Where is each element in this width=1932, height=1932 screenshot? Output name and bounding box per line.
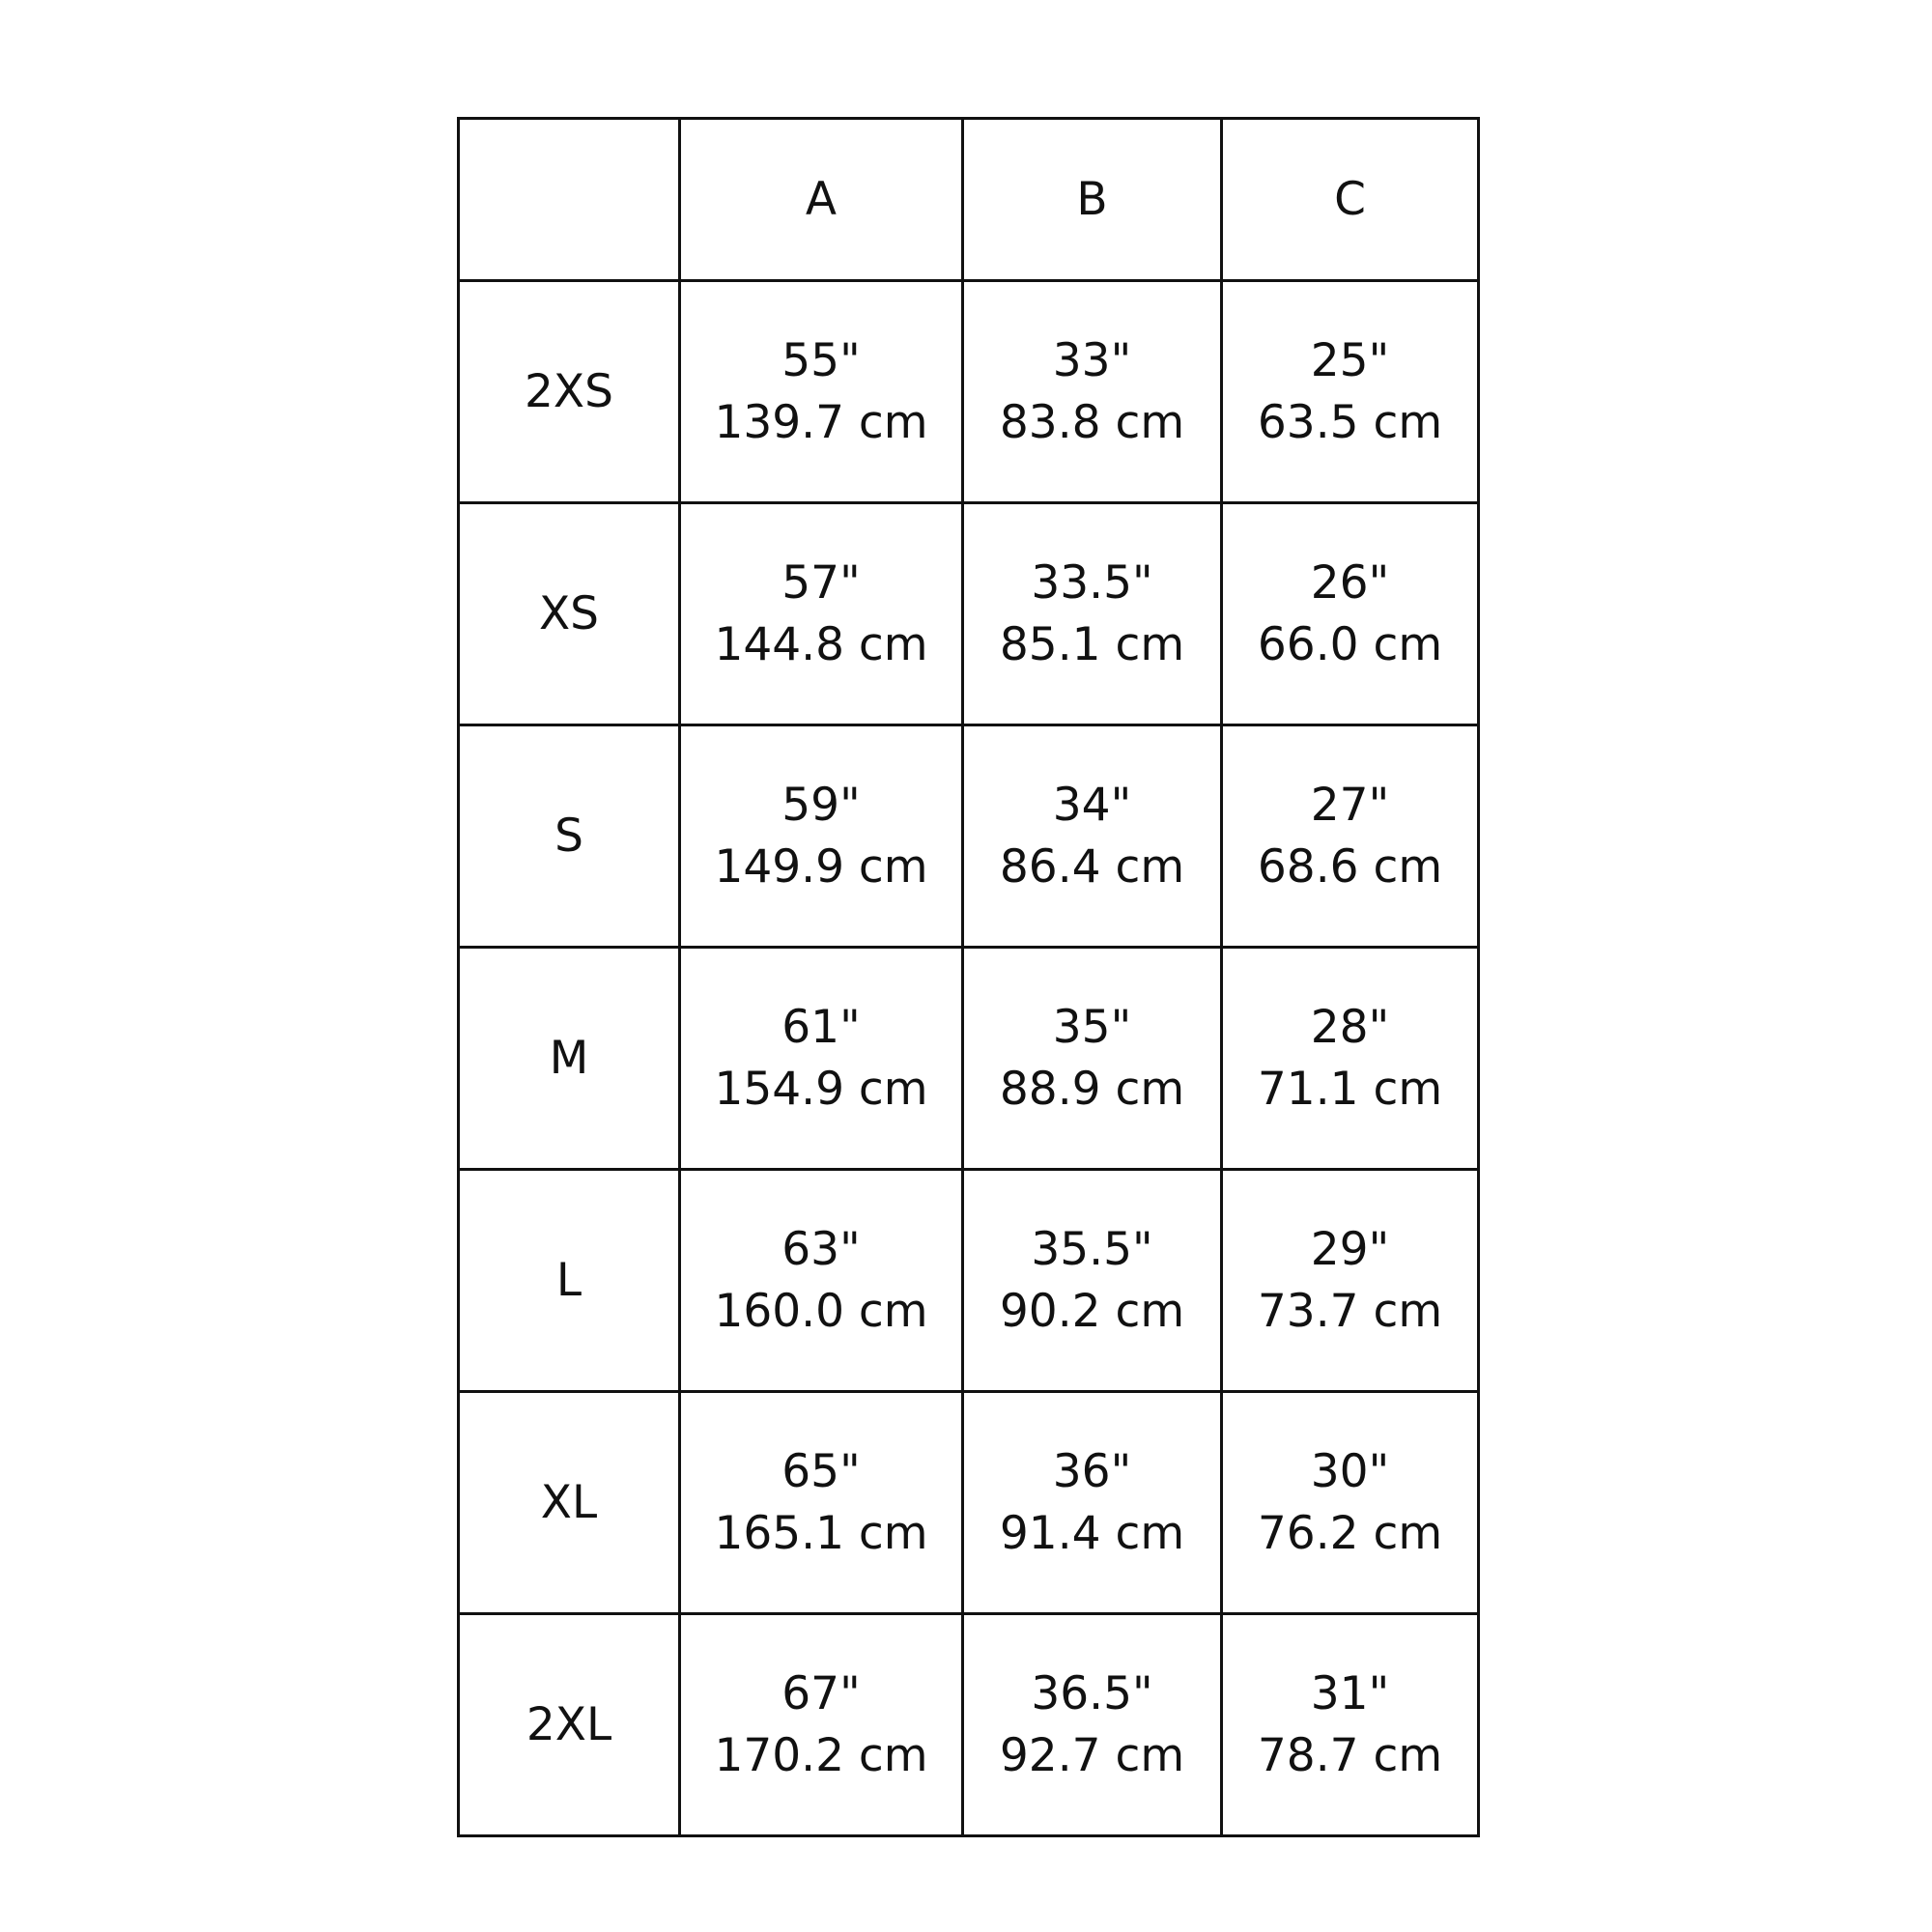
table-row [459,503,1479,725]
row-size-label: L [459,1170,680,1392]
row-size-label: M [459,948,680,1170]
measurement-centimeters: 154.9 cm [714,1062,928,1116]
measurement-cell [680,503,963,725]
measurement-inches: 31" [1310,1666,1390,1720]
measurement-inches: 67" [781,1666,861,1720]
measurement-inches: 30" [1310,1444,1390,1498]
measurement-centimeters: 86.4 cm [999,839,1185,894]
measurement-cell [963,1170,1222,1392]
measurement-cell [963,1614,1222,1836]
header-corner-cell [459,119,680,281]
measurement-cell [680,725,963,948]
measurement-centimeters: 85.1 cm [999,617,1185,671]
measurement-centimeters: 63.5 cm [1257,395,1443,449]
measurement-cell [680,1170,963,1392]
measurement-centimeters: 144.8 cm [714,617,928,671]
measurement-centimeters: 160.0 cm [714,1284,928,1338]
measurement-cell [963,948,1222,1170]
measurement-centimeters: 88.9 cm [999,1062,1185,1116]
measurement-inches: 59" [781,778,861,832]
measurement-cell [680,1614,963,1836]
measurement-inches: 26" [1310,555,1390,610]
table-row [459,1170,1479,1392]
table-row [459,281,1479,503]
measurement-inches: 65" [781,1444,861,1498]
measurement-inches: 63" [781,1222,861,1276]
measurement-centimeters: 68.6 cm [1257,839,1443,894]
measurement-inches: 29" [1310,1222,1390,1276]
row-size-label: 2XL [459,1614,680,1836]
measurement-centimeters: 76.2 cm [1257,1506,1443,1560]
column-header-b: B [963,119,1222,281]
measurement-cell [680,281,963,503]
measurement-centimeters: 139.7 cm [714,395,928,449]
table-body [459,281,1479,1836]
measurement-cell [963,1392,1222,1614]
measurement-inches: 57" [781,555,861,610]
column-header-a: A [680,119,963,281]
table-row [459,725,1479,948]
measurement-cell [963,281,1222,503]
measurement-cell [680,1392,963,1614]
column-header-c: C [1222,119,1479,281]
measurement-centimeters: 83.8 cm [999,395,1185,449]
measurement-inches: 27" [1310,778,1390,832]
measurement-cell [680,948,963,1170]
measurement-cell [1222,503,1479,725]
measurement-centimeters: 78.7 cm [1257,1728,1443,1782]
measurement-inches: 61" [781,1000,861,1054]
measurement-inches: 28" [1310,1000,1390,1054]
table-row [459,1614,1479,1836]
size-chart-table [457,117,1480,1837]
measurement-inches: 35.5" [1031,1222,1153,1276]
measurement-centimeters: 90.2 cm [999,1284,1185,1338]
measurement-cell [1222,948,1479,1170]
measurement-cell [1222,725,1479,948]
measurement-cell [1222,1614,1479,1836]
measurement-cell [963,725,1222,948]
measurement-cell [1222,1170,1479,1392]
measurement-inches: 33.5" [1031,555,1153,610]
table-row [459,948,1479,1170]
row-size-label: XS [459,503,680,725]
row-size-label: XL [459,1392,680,1614]
measurement-centimeters: 91.4 cm [999,1506,1185,1560]
measurement-inches: 36" [1052,1444,1132,1498]
measurement-centimeters: 149.9 cm [714,839,928,894]
row-size-label: 2XS [459,281,680,503]
measurement-inches: 36.5" [1031,1666,1153,1720]
measurement-inches: 25" [1310,333,1390,387]
measurement-cell [963,503,1222,725]
measurement-centimeters: 66.0 cm [1257,617,1443,671]
table-row [459,1392,1479,1614]
row-size-label: S [459,725,680,948]
measurement-centimeters: 71.1 cm [1257,1062,1443,1116]
measurement-inches: 55" [781,333,861,387]
measurement-centimeters: 73.7 cm [1257,1284,1443,1338]
measurement-centimeters: 165.1 cm [714,1506,928,1560]
table-header-row [459,119,1479,281]
measurement-centimeters: 170.2 cm [714,1728,928,1782]
measurement-inches: 35" [1052,1000,1132,1054]
measurement-cell [1222,1392,1479,1614]
measurement-cell [1222,281,1479,503]
measurement-inches: 34" [1052,778,1132,832]
measurement-centimeters: 92.7 cm [999,1728,1185,1782]
measurement-inches: 33" [1052,333,1132,387]
